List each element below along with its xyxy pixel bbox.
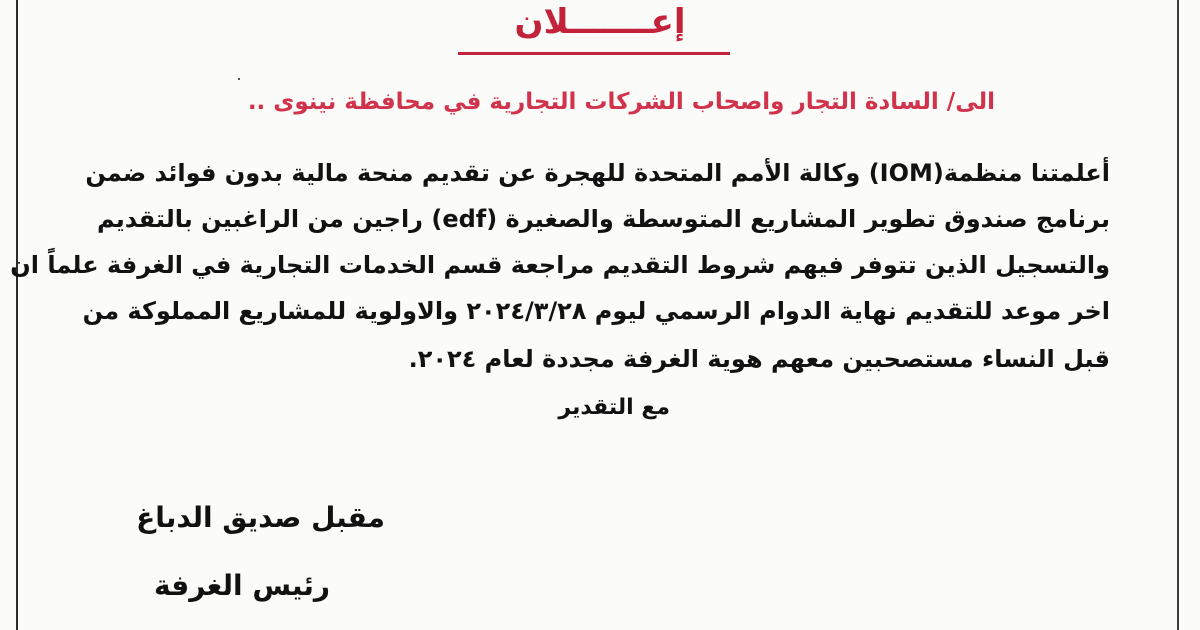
page-border-left: [16, 0, 18, 630]
body-line-4: اخر موعد للتقديم نهاية الدوام الرسمي ليوم ٢٠٢٤/٣/٢٨ والاولوية للمشاريع المملوكة من: [82, 297, 1110, 325]
body-line-5: قبل النساء مستصحبين معهم هوية الغرفة مجددة لعام ٢٠٢٤.: [408, 345, 1110, 373]
page-border-right: [1177, 0, 1179, 630]
addressee-line: الى/ السادة التجار واصحاب الشركات التجارية في محافظة نينوى ..: [247, 89, 995, 115]
closing-regards: مع التقدير: [558, 395, 670, 420]
announcement-title: إعـــــــلان: [514, 2, 686, 42]
signatory-title: رئيس الغرفة: [153, 569, 330, 602]
title-underline: [458, 52, 730, 55]
body-line-1: أعلمتنا منظمة(IOM) وكالة الأمم المتحدة للهجرة عن تقديم منحة مالية بدون فوائد ضمن: [85, 159, 1110, 187]
body-line-2: برنامج صندوق تطوير المشاريع المتوسطة والصغيرة (edf) راجين من الراغبين بالتقديم: [96, 205, 1110, 233]
body-line-3: والتسجيل الذين تتوفر فيهم شروط التقديم مراجعة قسم الخدمات التجارية في الغرفة علماً ان: [10, 251, 1110, 279]
signatory-name: مقبل صديق الدباغ: [136, 501, 385, 534]
scan-speck: [238, 78, 240, 80]
